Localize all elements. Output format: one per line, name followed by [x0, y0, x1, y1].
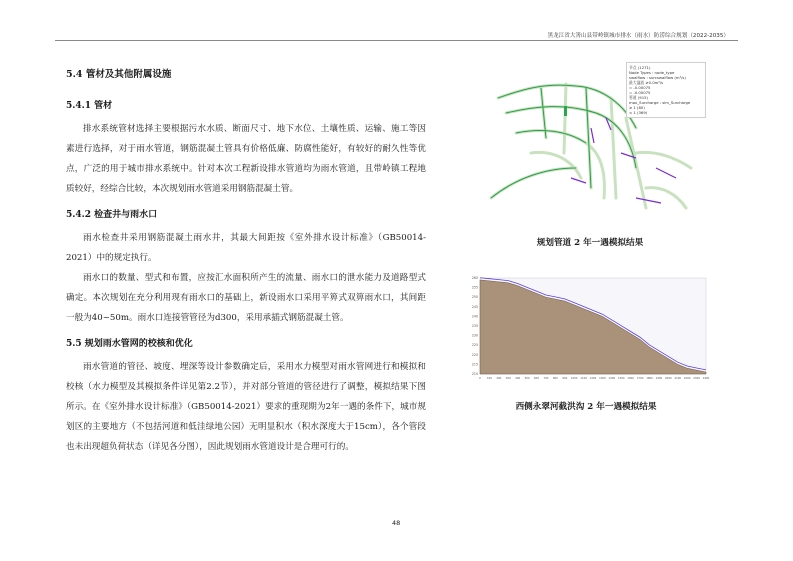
y-tick-label: 220 [471, 352, 478, 357]
section-5-4-2-title: 5.4.2 检查井与雨水口 [66, 210, 158, 220]
header-rule [55, 40, 738, 41]
x-tick-label: 1800 [646, 377, 653, 380]
x-tick-label: 2300 [693, 377, 700, 380]
legend-item: 最大溢流 ≥0.0m³/s [629, 80, 664, 85]
y-tick-label: 245 [471, 304, 478, 309]
y-tick-label: 255 [471, 285, 478, 290]
legend-item: < 1 (369) [629, 110, 648, 115]
section-5-4-title: 5.4 管材及其他附属设施 [66, 69, 172, 80]
x-tick-label: 600 [534, 377, 539, 380]
x-tick-label: 400 [515, 377, 521, 380]
y-tick-label: 250 [471, 295, 478, 300]
profile-chart [462, 276, 708, 386]
y-tick-label: 215 [471, 362, 478, 367]
y-tick-label: 260 [471, 276, 478, 280]
section-5-5-title: 5.5 规划雨水管网的校核和优化 [66, 339, 193, 349]
x-tick-label: 200 [496, 377, 502, 380]
y-tick-label: 225 [471, 343, 478, 348]
x-tick-label: 700 [543, 377, 549, 380]
x-tick-label: 1900 [655, 377, 663, 380]
x-tick-label: 800 [552, 377, 558, 380]
x-tick-label: 1600 [627, 377, 634, 380]
legend-item: = -0.00075 [629, 85, 651, 90]
legend-item: swalflow : surcswalflow (m³/s) [629, 75, 686, 80]
main-text-column [66, 60, 426, 457]
map-caption: 规划管道 2 年一遇模拟结果 [536, 238, 644, 248]
x-tick-label: 500 [524, 377, 530, 380]
y-tick-label: 230 [471, 333, 478, 338]
x-tick-label: 2000 [665, 377, 672, 380]
x-tick-label: 300 [505, 377, 511, 380]
legend-item: 管道 (915) [629, 95, 649, 100]
x-tick-label: 1700 [636, 377, 644, 380]
x-tick-label: 2200 [683, 377, 691, 380]
legend-item: = -0.00075 [629, 90, 651, 95]
paragraph-rain-inlet: 雨水口的数量、型式和布置，应按汇水面积所产生的流量、雨水口的泄水能力及道路型式确定。本次规划在充分利用现有雨水口的基础上，新设雨水口采用平箅式双箅雨水口，其间距一般为40~50m。雨水口连接管管径为d300，采用承插式钢筋混凝土管。 [66, 273, 426, 323]
x-tick-label: 1100 [580, 377, 587, 380]
x-tick-label: 2100 [674, 377, 682, 380]
chart-caption: 西侧永翠河截洪沟 2 年一遇模拟结果 [515, 402, 657, 412]
x-tick-label: 1200 [589, 377, 597, 380]
legend-item: ≥ 1 (80) [629, 105, 645, 110]
page-header: 黑龙江省大箐山县带岭镇城市排水（雨水）防涝综合规划（2022-2035） [547, 33, 729, 39]
x-tick-label: 1400 [608, 377, 616, 380]
y-tick-label: 210 [471, 372, 478, 376]
paragraph-inspection-well: 雨水检查井采用钢筋混凝土雨水井，其最大间距按《室外排水设计标准》（GB50014-2021）中的规定执行。 [66, 233, 426, 263]
legend-item: Node Types : node_type [629, 70, 675, 75]
x-tick-label: 1300 [599, 377, 606, 380]
x-tick-label: 1000 [570, 377, 578, 380]
map-legend [626, 62, 706, 118]
x-tick-label: 900 [562, 377, 568, 380]
page-number: 48 [392, 519, 401, 527]
y-tick-label: 235 [471, 324, 478, 328]
paragraph-pipe-material: 排水系统管材选择主要根据污水水质、断面尺寸、地下水位、土壤性质、运输、施工等因素进行选择，对于雨水管道，钢筋混凝土管具有价格低廉、防腐性能好，有较好的耐久性等优点，广泛的用于城市排水系统中。针对本次工程新设排水管道均为雨水管道，且带岭镇工程地质较好，经综合比较，本次规划雨水管道采用钢筋混凝土管。 [66, 124, 426, 194]
x-tick-label: 100 [486, 377, 492, 380]
y-tick-label: 240 [471, 314, 478, 319]
legend-item: max_Surcharge : sim_Surcharge [629, 100, 691, 105]
x-tick-label: 0 [479, 377, 481, 380]
x-tick-label: 1500 [617, 377, 625, 380]
paragraph-network-check: 雨水管道的管径、坡度、埋深等设计参数确定后，采用水力模型对雨水管网进行和模拟和校核（水力模型及其模拟条件详见第2.2节），并对部分管道的管径进行了调整，模拟结果下图所示。在《室外排水设计标准》（GB50014-2021）要求的重现期为2年一遇的条件下，城市规划区的主要地方（不包括河道和低洼绿地公园）无明显积水（积水深度大于15cm），各个管段也未出现超负荷状态（详见各分图），因此规划雨水管道设计是合理可行的。 [66, 362, 426, 452]
section-5-4-1-title: 5.4.1 管材 [66, 101, 113, 111]
legend-item: 节点 (1271) [629, 65, 651, 70]
x-tick-label: 2400 [702, 377, 710, 380]
